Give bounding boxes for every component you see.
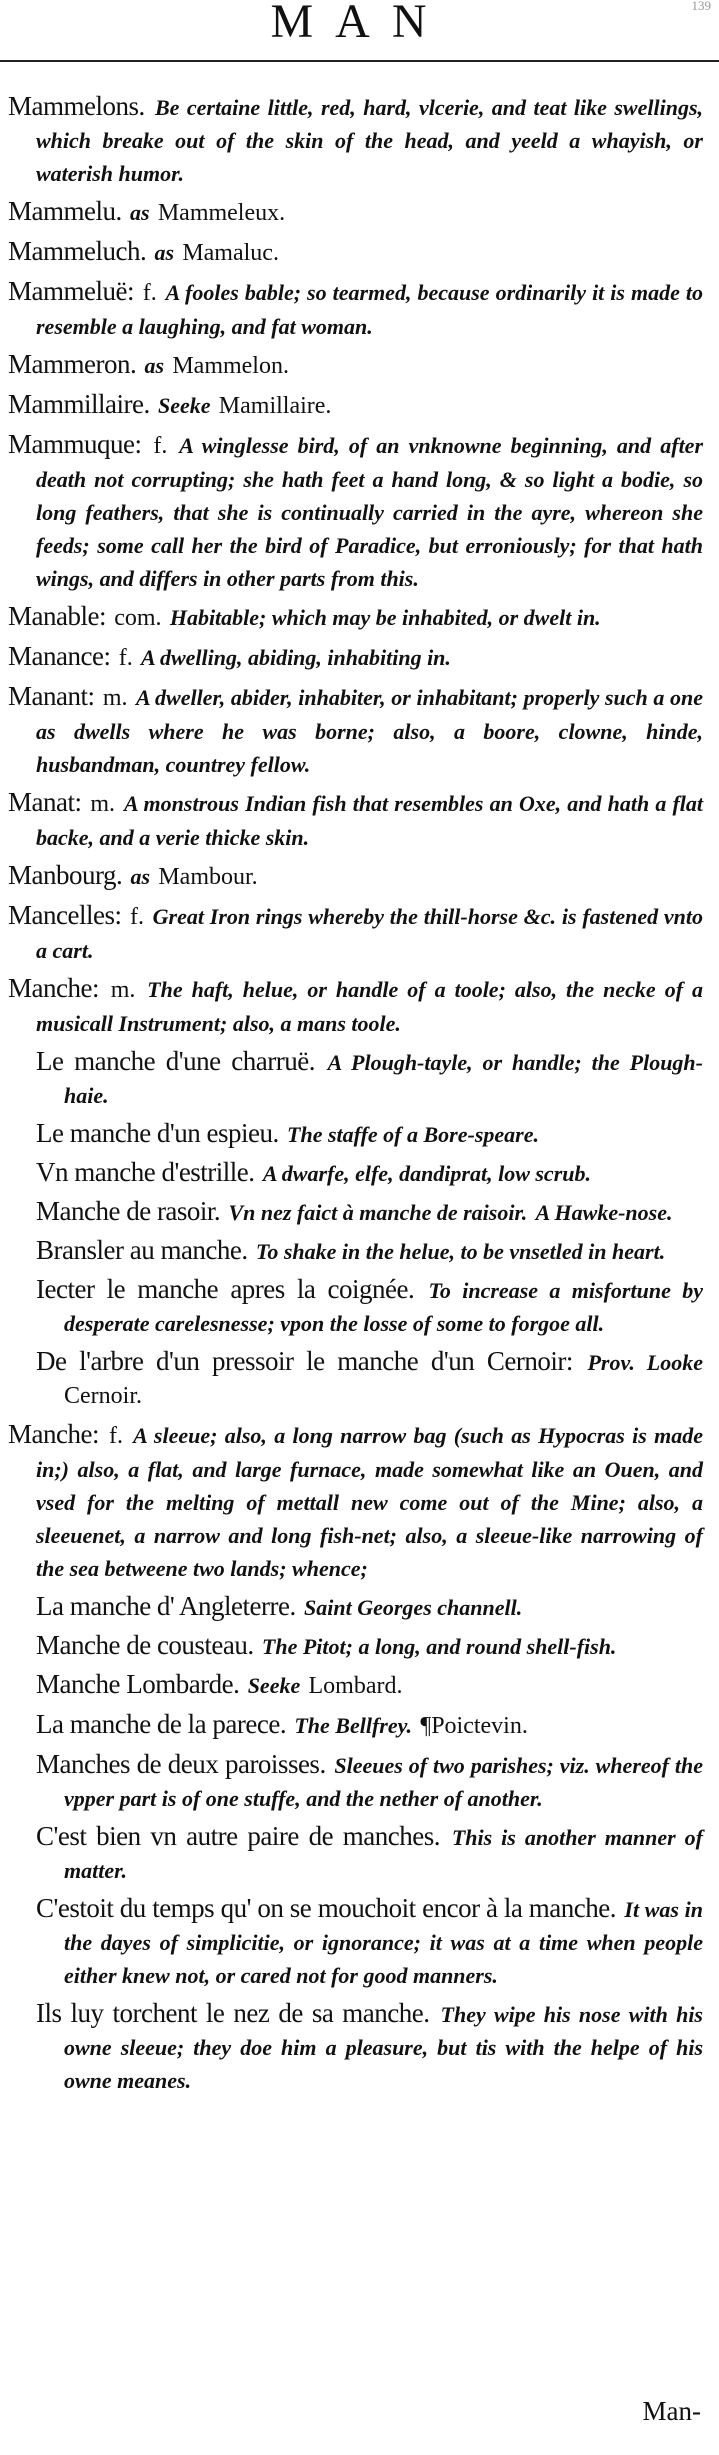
headword: Mammillaire.	[8, 389, 150, 419]
sub-entry	[36, 1629, 703, 1663]
sub-entry	[36, 1997, 703, 2097]
definition: Seeke	[247, 1673, 301, 1698]
grammar-label: f.	[130, 904, 145, 930]
headword: Bransler au manche.	[36, 1235, 248, 1265]
headword: Iecter le manche apres la coignée.	[36, 1274, 415, 1304]
dictionary-entry	[8, 859, 703, 894]
headword: C'est bien vn autre paire de manches.	[36, 1821, 441, 1851]
definition: A dwelling, abiding, inhabiting in.	[140, 645, 451, 670]
dictionary-entry	[8, 275, 703, 343]
definition: They wipe his nose with his owne sleeue; they doe him a pleasure, but tis with the helpe of his owne meanes.	[64, 2002, 703, 2093]
cross-reference: Mammelon.	[172, 353, 289, 379]
definition: A Plough-tayle, or handle; the Plough-haie.	[64, 1050, 703, 1108]
definition: Habitable; which may be inhabited, or dwelt in.	[169, 605, 601, 630]
definition: A sleeue; also, a long narrow bag (such as Hypocras is made in;) also, a flat, and large furnace, made somewhat like an Ouen, and vsed for the melting of mettall new come out of the Mine; also, a sleeuenet, a narrow and long fish-net; also, a sleeue-like narrowing of the sea betweene two lands; whence;	[36, 1423, 704, 1581]
sub-entry	[36, 1590, 703, 1624]
catchword: Man-	[642, 2396, 701, 2426]
headword: Manche:	[8, 1419, 99, 1449]
sub-entry	[36, 1668, 703, 1703]
definition: The Pitot; a long, and round shell-fish.	[261, 1634, 617, 1659]
headword: Manbourg.	[8, 860, 123, 890]
dictionary-entry	[8, 348, 703, 383]
grammar-label: m.	[102, 685, 128, 711]
sub-entry	[36, 1708, 703, 1743]
definition: It was in the dayes of simplicitie, or ignorance; it was at a time when people either knew not, or cared not for good manners.	[64, 1897, 704, 1988]
headword: Manche de cousteau.	[36, 1630, 254, 1660]
definition: A dwarfe, elfe, dandiprat, low scrub.	[262, 1161, 591, 1186]
headword: Mammelons.	[8, 91, 145, 121]
sub-entry	[36, 1156, 703, 1190]
grammar-label: f.	[142, 280, 157, 306]
dictionary-entry	[8, 90, 703, 190]
headword: Vn manche d'estrille.	[36, 1157, 255, 1187]
grammar-label: m.	[90, 791, 116, 817]
sub-entry	[36, 1273, 703, 1340]
headword: La manche d' Angleterre.	[36, 1591, 296, 1621]
grammar-label: m.	[110, 977, 136, 1003]
dictionary-entry	[8, 640, 703, 675]
headword: Mammeron.	[8, 349, 137, 379]
headword: Manche Lombarde.	[36, 1669, 240, 1699]
sub-entry	[36, 1345, 703, 1413]
definition: The haft, helue, or handle of a toole; also, the necke of a musicall Instrument; also, a mans toole.	[36, 977, 704, 1036]
headword: Manche:	[8, 973, 99, 1003]
sub-entry	[36, 1045, 703, 1112]
headword: La manche de la parece.	[36, 1709, 287, 1739]
definition: Prov. Looke	[587, 1350, 704, 1375]
headword: Manant:	[8, 681, 95, 711]
headword: Manat:	[8, 787, 82, 817]
headword: Mammeluë:	[8, 276, 134, 306]
definition: This is another manner of matter.	[64, 1825, 704, 1883]
definition: To shake in the helue, to be vnsetled in heart.	[255, 1239, 666, 1264]
grammar-label: com.	[114, 605, 162, 631]
dictionary-entry	[8, 1418, 703, 1585]
dictionary-entry	[8, 972, 703, 1040]
cross-reference: Mambour.	[158, 864, 258, 890]
grammar-label: f.	[118, 645, 133, 671]
definition: as	[130, 200, 150, 225]
headword: Manable:	[8, 601, 106, 631]
definition: as	[154, 240, 175, 265]
cross-reference: Cernoir.	[64, 1383, 142, 1409]
definition: Sleeues of two parishes; viz. whereof the vpper part is of one stuffe, and the nether of another.	[64, 1753, 704, 1811]
definition: A monstrous Indian fish that resembles an Oxe, and hath a flat backe, and a verie thicke skin.	[36, 791, 704, 850]
page-number: 139	[691, 0, 711, 13]
sub-entry	[36, 1117, 703, 1151]
sub-entry	[36, 1820, 703, 1887]
headword: Ils luy torchent le nez de sa manche.	[36, 1998, 430, 2028]
headword: C'estoit du temps qu' on se mouchoit encor à la manche.	[36, 1893, 616, 1923]
grammar-label: f.	[109, 1423, 124, 1449]
cross-reference: ¶Poictevin.	[420, 1713, 528, 1739]
dictionary-entry	[8, 680, 703, 781]
headword: De l'arbre d'un pressoir le manche d'un Cernoir:	[36, 1346, 573, 1376]
headword: Mammuque:	[8, 429, 142, 459]
definition: A fooles bable; so tearmed, because ordinarily it is made to resemble a laughing, and fat woman.	[36, 280, 704, 339]
definition: Vn nez faict à manche de raisoir.	[228, 1200, 528, 1225]
headword: Mammelu.	[8, 196, 122, 226]
page-title: MAN	[270, 0, 449, 48]
cross-reference: Lombard.	[308, 1673, 403, 1699]
sub-entry	[36, 1748, 703, 1815]
definition: A dweller, abider, inhabiter, or inhabitant; properly such a one as dwells where he was borne; also, a boore, clowne, hinde, husbandman, countrey fellow.	[36, 685, 704, 777]
definition: as	[144, 353, 165, 378]
header-rule	[0, 60, 719, 62]
headword: Mammeluch.	[8, 236, 147, 266]
dictionary-entry	[8, 600, 703, 635]
headword: Manance:	[8, 641, 111, 671]
running-head	[0, 0, 719, 64]
headword: Le manche d'un espieu.	[36, 1118, 279, 1148]
grammar-label: f.	[153, 433, 168, 459]
dictionary-entry	[8, 388, 703, 423]
sub-entry	[36, 1195, 703, 1229]
definition-secondary: A Hawke-nose.	[535, 1200, 673, 1225]
cross-reference: Mamillaire.	[218, 393, 332, 419]
dictionary-entry	[8, 428, 703, 595]
cross-reference: Mammeleux.	[157, 200, 286, 226]
sub-entry	[36, 1234, 703, 1268]
definition: A winglesse bird, of an vnknowne beginning, and after death not corrupting; she hath feet a hand long, & so light a bodie, so long feathers, that she is continually carried in the ayre, whereon she feeds; some call her the bird of Paradice, but erroniously; for that hath wings, and differs in other parts from this.	[36, 433, 704, 591]
headword: Mancelles:	[8, 900, 122, 930]
cross-reference: Mamaluc.	[182, 240, 279, 266]
definition: The staffe of a Bore-speare.	[287, 1122, 539, 1147]
dictionary-entry	[8, 195, 703, 230]
dictionary-entry	[8, 786, 703, 854]
definition: To increase a misfortune by desperate carelesnesse; vpon the losse of some to forgoe all.	[64, 1278, 703, 1336]
headword: Manche de rasoir.	[36, 1196, 221, 1226]
definition: Saint Georges channell.	[304, 1595, 523, 1620]
definition: as	[130, 864, 151, 889]
definition: Be certaine little, red, hard, vlcerie, and teat like swellings, which breake out of the skin of the head, and yeeld a whayish, or waterish humor.	[36, 95, 704, 186]
definition: The Bellfrey.	[294, 1713, 413, 1738]
sub-entry	[36, 1892, 703, 1992]
headword: Le manche d'une charruë.	[36, 1046, 315, 1076]
entry-list	[8, 90, 703, 2102]
headword: Manches de deux paroisses.	[36, 1749, 326, 1779]
dictionary-entry	[8, 899, 703, 967]
dictionary-entry	[8, 235, 703, 270]
definition: Seeke	[157, 393, 211, 418]
definition: Great Iron rings whereby the thill-horse &c. is fastened vnto a cart.	[36, 904, 704, 963]
